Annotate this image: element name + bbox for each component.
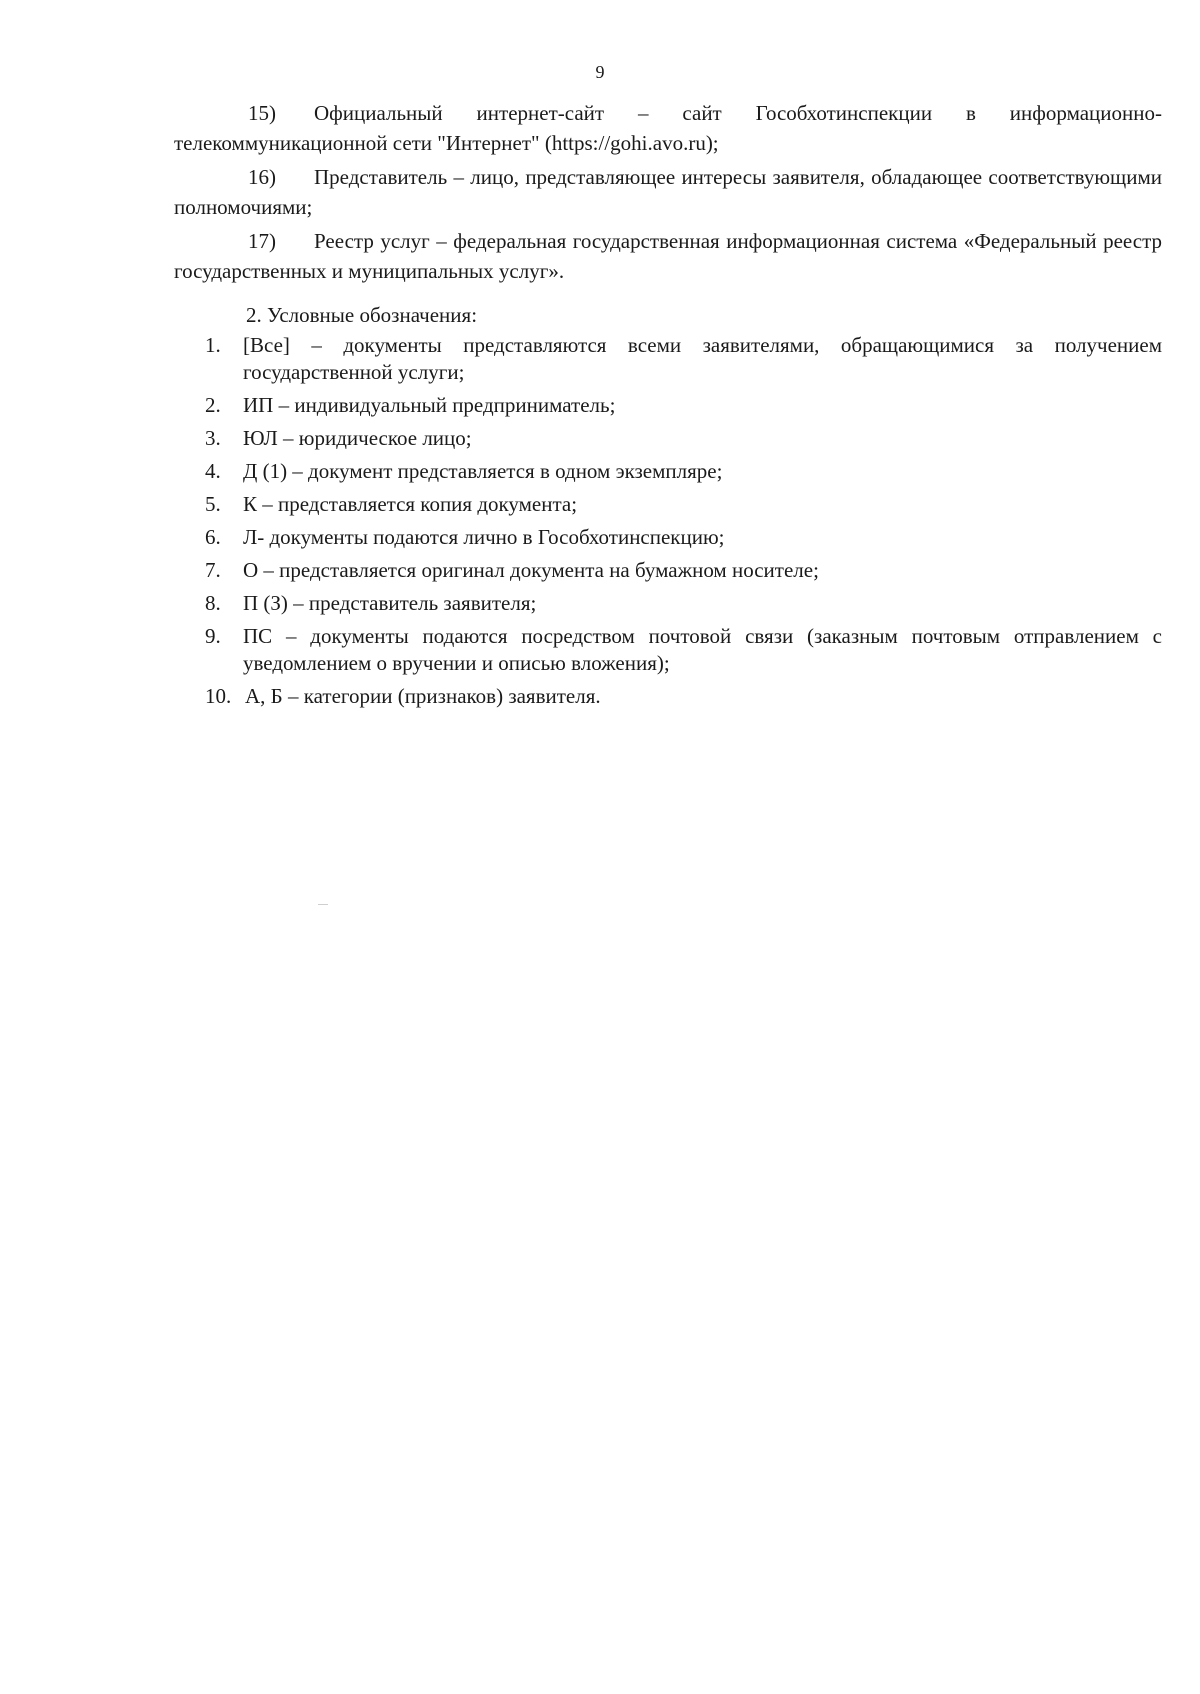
legend-list (205, 332, 1162, 716)
definition-text: Представитель – лицо, представляющее интересы заявителя, обладающее соответствующими полномочиями; (174, 165, 1162, 219)
legend-text: П (З) – представитель заявителя; (243, 591, 537, 615)
definition-item (174, 98, 1162, 158)
legend-number: 10. (205, 684, 232, 708)
legend-number: 8. (205, 591, 221, 615)
legend-number: 6. (205, 525, 221, 549)
definition-text: Официальный интернет-сайт – сайт Гособхотинспекции в информационно-телекоммуникационной сети "Интернет" (https://gohi.avo.ru); (174, 101, 1162, 155)
legend-item (205, 623, 1162, 677)
definition-item (174, 226, 1162, 286)
definition-number: 16) (248, 165, 276, 189)
definitions-list (174, 98, 1162, 290)
legend-number: 7. (205, 558, 221, 582)
definition-text: Реестр услуг – федеральная государственная информационная система «Федеральный реестр государственных и муниципальных услуг». (174, 229, 1162, 283)
scan-artifact (318, 904, 328, 905)
legend-text: Л- документы подаются лично в Гособхотинспекцию; (243, 525, 725, 549)
legend-number: 5. (205, 492, 221, 516)
legend-number: 4. (205, 459, 221, 483)
legend-number: 3. (205, 426, 221, 450)
legend-number: 1. (205, 333, 221, 357)
legend-item (205, 524, 1162, 551)
legend-text: [Все] – документы представляются всеми заявителями, обращающимися за получением государственной услуги; (243, 333, 1162, 384)
legend-item (205, 425, 1162, 452)
legend-text: ПС – документы подаются посредством почтовой связи (заказным почтовым отправлением с уведомлением о вручении и описью вложения); (243, 624, 1162, 675)
legend-number: 2. (205, 393, 221, 417)
legend-number: 9. (205, 624, 221, 648)
legend-item (205, 458, 1162, 485)
definition-item (174, 162, 1162, 222)
legend-text: ЮЛ – юридическое лицо; (243, 426, 472, 450)
legend-heading: 2. Условные обозначения: (246, 303, 478, 327)
legend-item (205, 392, 1162, 419)
legend-text: О – представляется оригинал документа на бумажном носителе; (243, 558, 819, 582)
legend-text: А, Б – категории (признаков) заявителя. (245, 684, 601, 708)
page-number: 9 (595, 62, 605, 82)
legend-item (205, 683, 1162, 710)
legend-item (205, 590, 1162, 617)
legend-text: К – представляется копия документа; (243, 492, 578, 516)
definition-number: 17) (248, 229, 276, 253)
definition-number: 15) (248, 101, 276, 125)
legend-item (205, 491, 1162, 518)
legend-item (205, 332, 1162, 386)
legend-item (205, 557, 1162, 584)
legend-text: Д (1) – документ представляется в одном экземпляре; (243, 459, 723, 483)
legend-text: ИП – индивидуальный предприниматель; (243, 393, 616, 417)
